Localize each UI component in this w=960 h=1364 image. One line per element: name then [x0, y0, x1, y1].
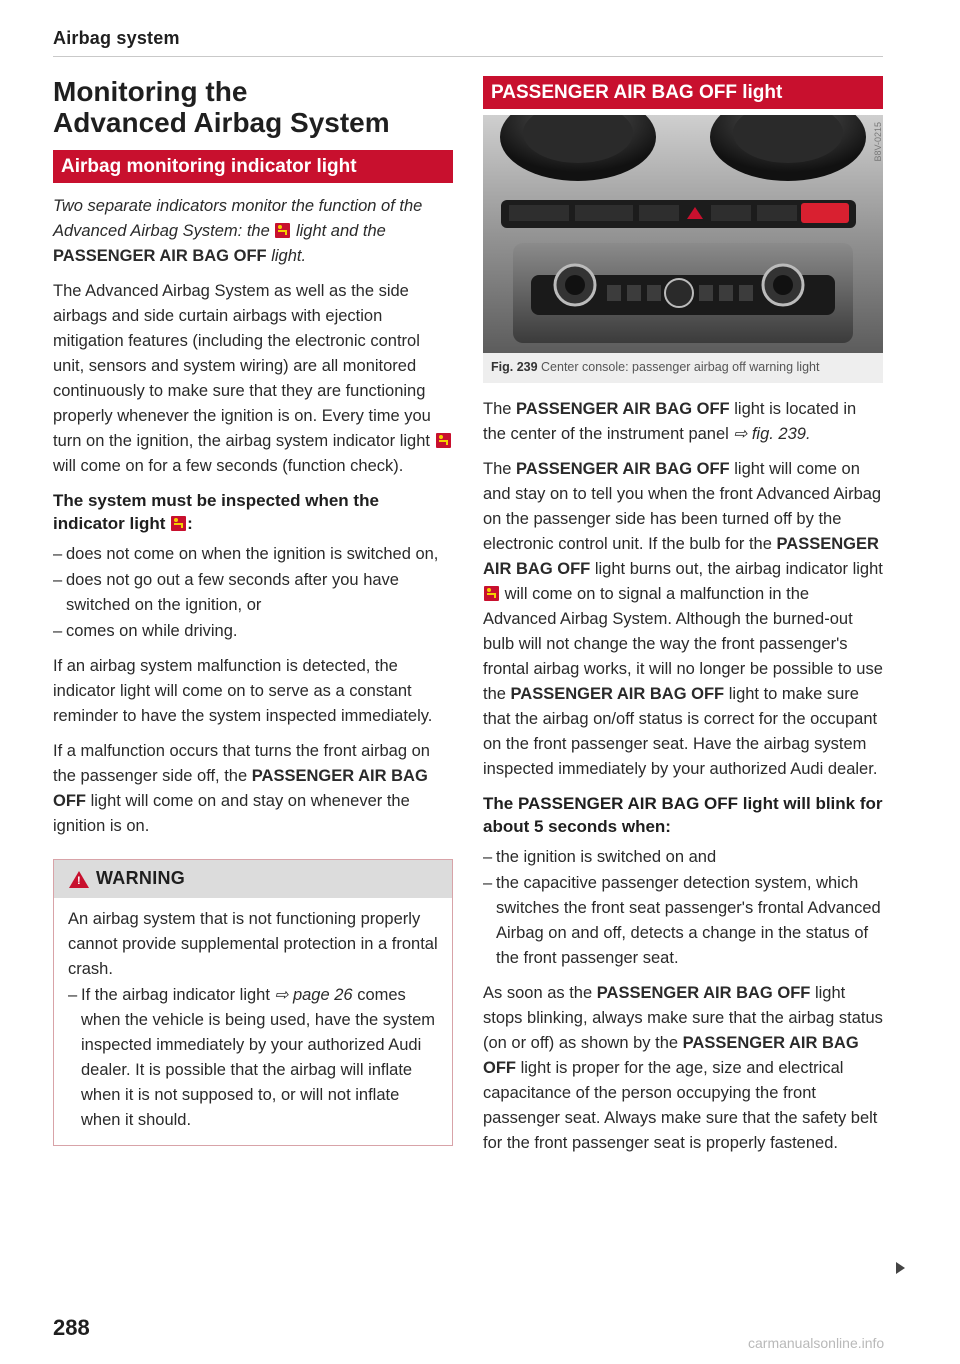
figure-caption: [483, 353, 883, 383]
page-number: 288: [53, 1315, 90, 1340]
subheading-blink: The PASSENGER AIR BAG OFF light will blink for about 5 seconds when:: [483, 794, 883, 836]
section-heading-monitoring: Airbag monitoring indicator light: [53, 150, 453, 183]
warning-triangle-icon: !: [69, 871, 89, 888]
watermark: carmanualsonline.info: [748, 1335, 885, 1351]
airbag-indicator-icon: [436, 433, 451, 448]
figure-reference-link[interactable]: ⇨ fig. 239.: [733, 425, 811, 443]
center-console-photo: [483, 115, 883, 353]
page-reference-link[interactable]: ⇨ page 26: [274, 986, 353, 1004]
warning-body: [54, 898, 452, 1145]
page-header: [53, 26, 883, 57]
paragraph-light-behavior: The PASSENGER AIR BAG OFF light will come on and stay on to tell you when the front Advanced Airbag on the passenger side has been turned off by the electronic control unit. If the bulb for the PASSENGER AIR BAG OFF light burns out, the airbag indicator light will come on to signal a malfunction in the Advanced Airbag System. Although the burned-out bulb will not change the way the front passenger's frontal airbag works, it will no longer be possible to use the PASSENGER AIR BAG OFF light to make sure that the airbag on/off status is correct for the occupant on the front passenger seat. Have the airbag system inspected immediately by your authorized Audi dealer.: [483, 460, 883, 778]
warning-text: An airbag system that is not functioning properly cannot provide supplemental protection in a frontal crash.: [68, 910, 438, 978]
intro-paragraph: Two separate indicators monitor the function of the Advanced Airbag System: the light and the PASSENGER AIR BAG OFF light.: [53, 197, 423, 265]
paragraph-malfunction: If an airbag system malfunction is detected, the indicator light will come on to serve as a constant reminder to have the system inspected immediately.: [53, 657, 433, 725]
list-item: – does not come on when the ignition is switched on,: [53, 542, 453, 567]
list-item: – If the airbag indicator light ⇨ page 26 comes when the vehicle is being used, have the system inspected immediately by your authorized Audi dealer. It is possible that the airbag will inflate when it is not supposed to, or will not inflate when it should.: [68, 983, 438, 1133]
blink-conditions-list: [483, 845, 883, 971]
warning-title: WARNING: [96, 868, 186, 888]
continue-arrow-icon: [896, 1262, 905, 1274]
warning-header: [54, 859, 452, 898]
page-title-line1: Monitoring the: [53, 76, 248, 107]
list-item: – the capacitive passenger detection system, which switches the front seat passenger's frontal Advanced Airbag on and off, detects a change in the status of the front passenger seat.: [483, 871, 883, 971]
paragraph-status-check: As soon as the PASSENGER AIR BAG OFF light stops blinking, always make sure that the airbag status (on or off) as shown by the PASSENGER AIR BAG OFF light is proper for the age, size and electrical capacitance of the person occupying the front passenger seat. Always make sure that the safety belt for the front passenger seat is properly fastened.: [483, 984, 883, 1152]
paragraph-passenger-off: If a malfunction occurs that turns the front airbag on the passenger side off, the PASSENGER AIR BAG OFF light will come on and stay on whenever the ignition is on.: [53, 742, 430, 835]
airbag-indicator-icon: [171, 516, 186, 531]
figure-number: Fig. 239: [491, 360, 538, 374]
inspection-conditions-list: [53, 542, 453, 644]
figure-239: [483, 115, 883, 383]
warning-list: [68, 983, 438, 1133]
airbag-indicator-icon: [275, 223, 290, 238]
left-column: [53, 76, 453, 1146]
subheading-inspection: The system must be inspected when the indicator light :: [53, 491, 379, 533]
page-title: [53, 76, 453, 138]
list-item: – does not go out a few seconds after you have switched on the ignition, or: [53, 568, 453, 618]
section-heading-passenger-airbag-off: PASSENGER AIR BAG OFF light: [483, 76, 883, 109]
list-item: – comes on while driving.: [53, 619, 453, 644]
figure-caption-text: Center console: passenger airbag off warning light: [541, 360, 820, 374]
figure-code: B8V-0215: [873, 122, 883, 162]
warning-box: [53, 859, 453, 1146]
paragraph-location: The PASSENGER AIR BAG OFF light is located in the center of the instrument panel ⇨ fig. 239.: [483, 400, 857, 443]
list-item: – the ignition is switched on and: [483, 845, 883, 870]
header-title: Airbag system: [53, 28, 180, 48]
paragraph-monitoring: The Advanced Airbag System as well as the side airbags and side curtain airbags with ejection mitigation features (including the electronic control unit, sensors and system wiring) are all monitored continuously to make sure that they are functioning properly whenever the ignition is on. Every time you turn on the ignition, the airbag system indicator light will come on for a few seconds (function check).: [53, 279, 453, 479]
right-column: [483, 76, 883, 1156]
page-title-line2: Advanced Airbag System: [53, 107, 390, 138]
airbag-indicator-icon: [484, 586, 499, 601]
